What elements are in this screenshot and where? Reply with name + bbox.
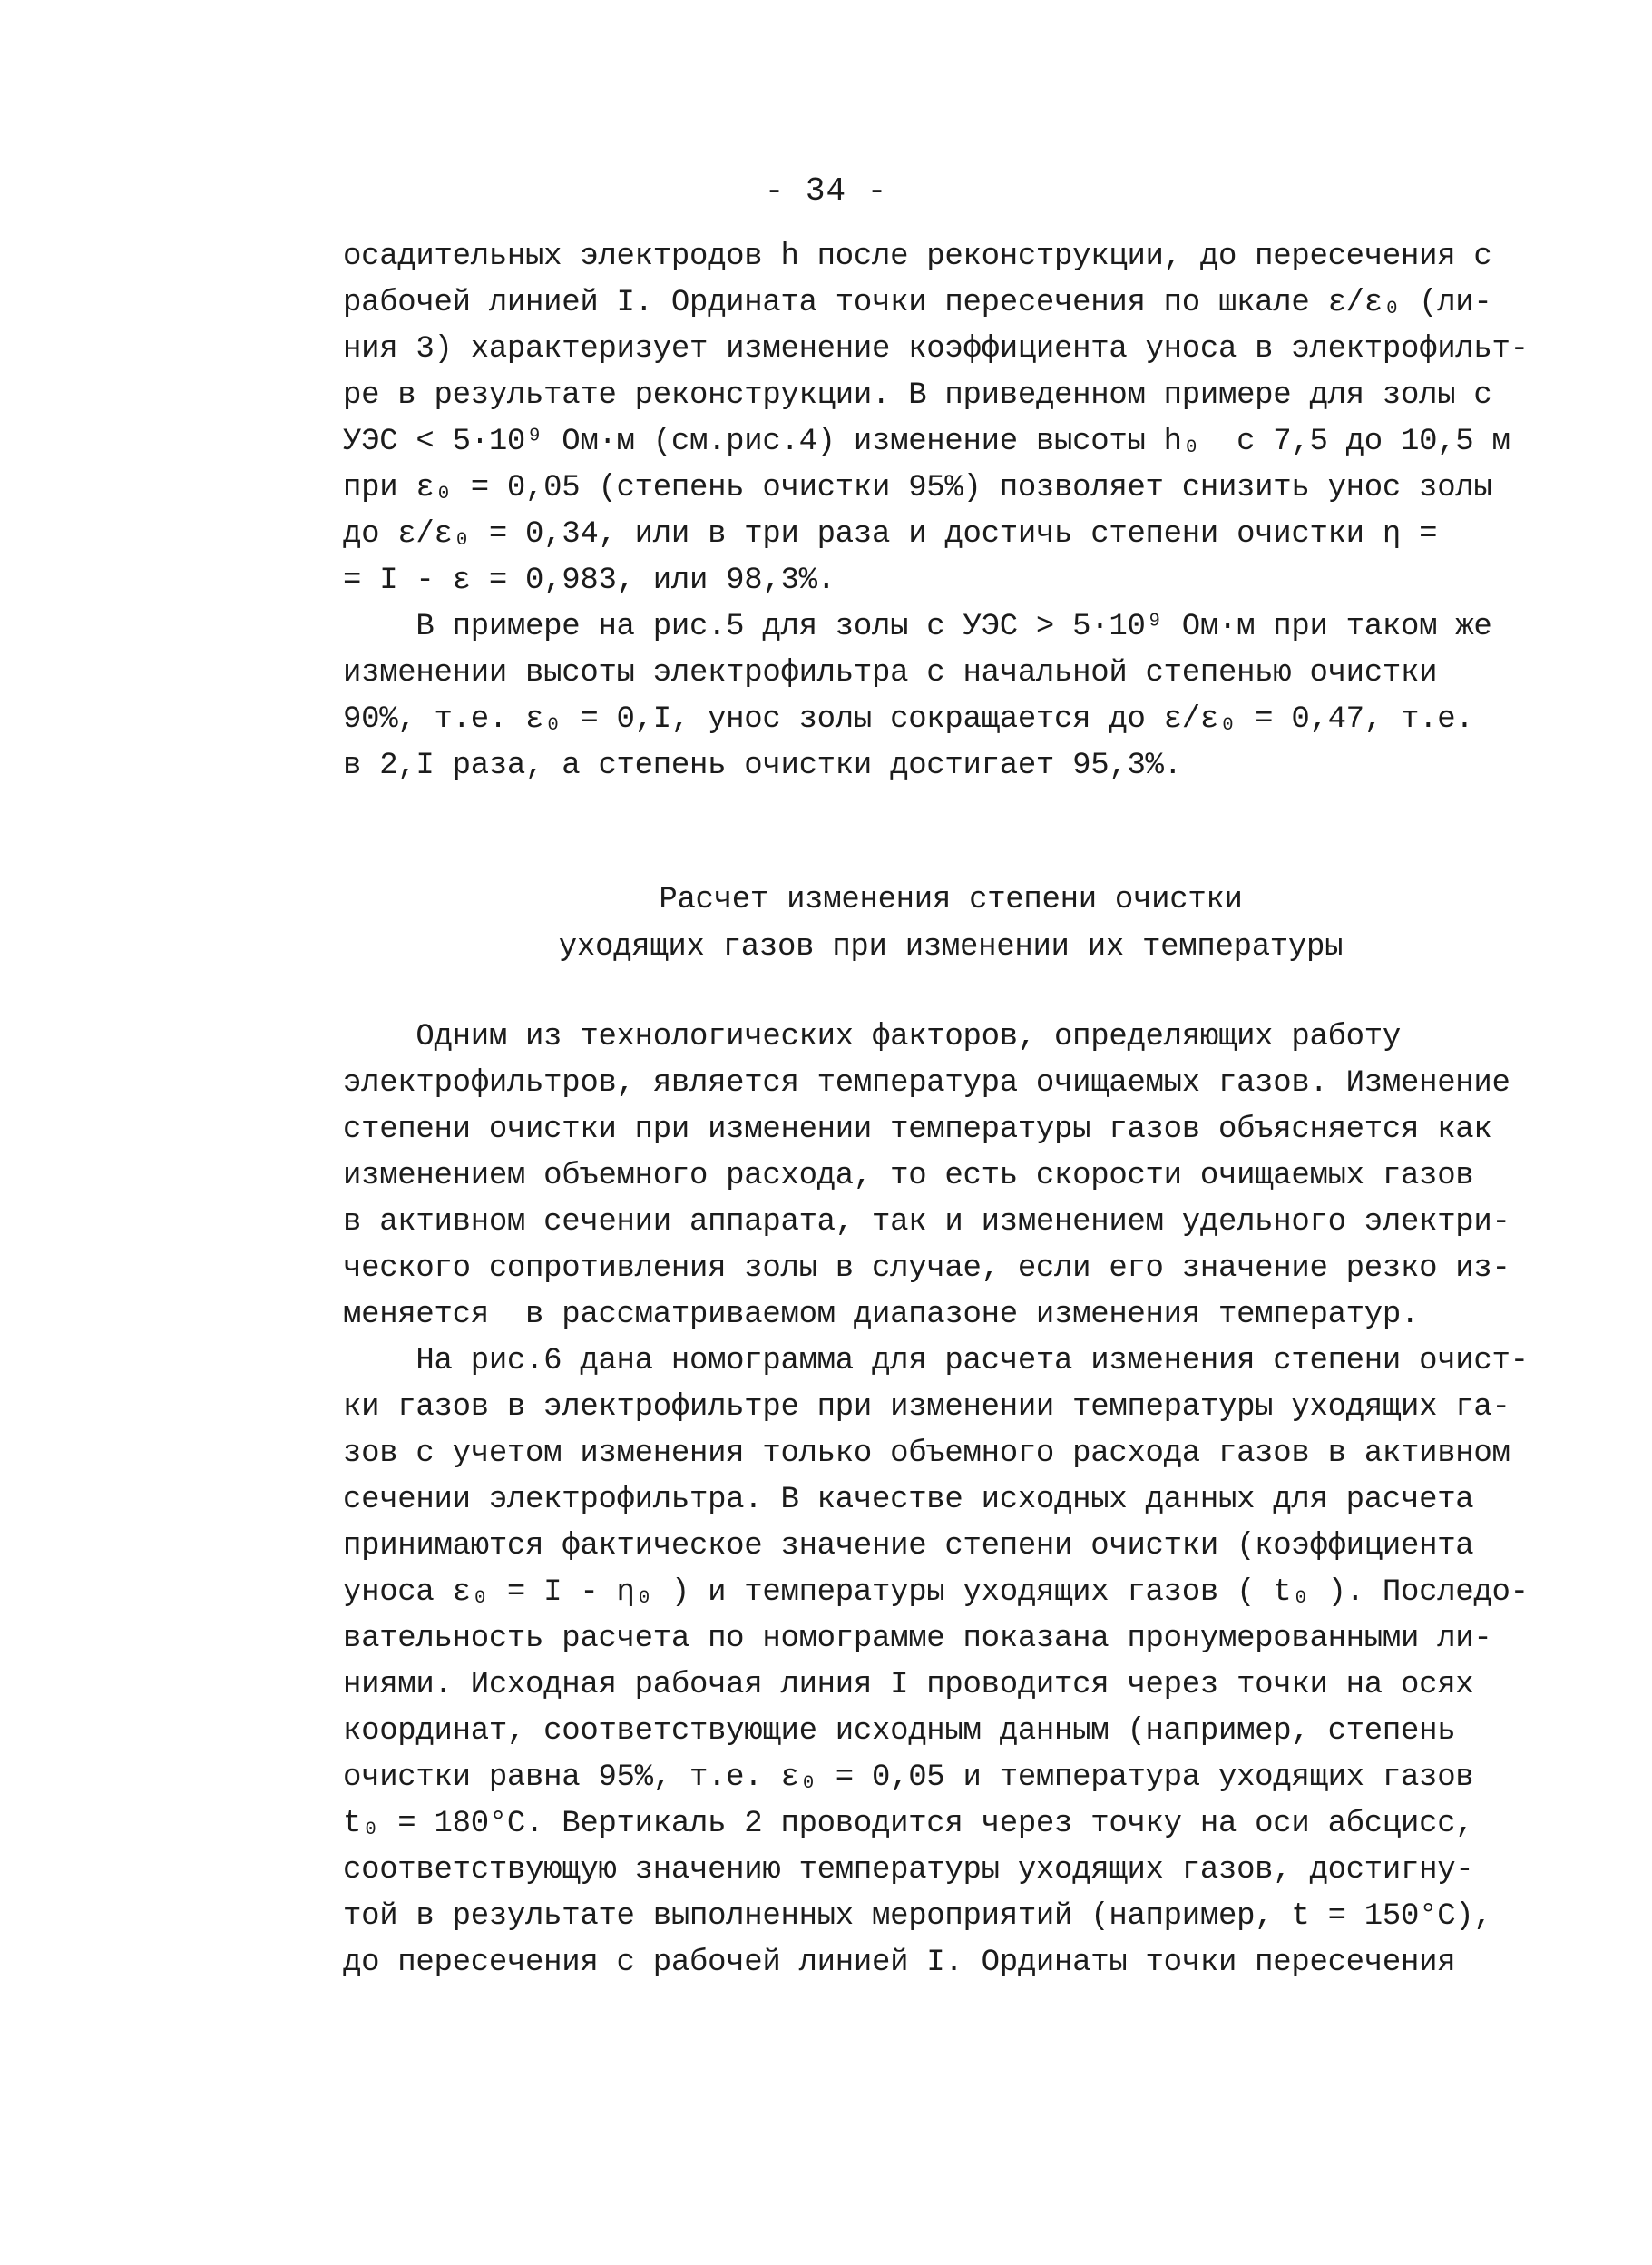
text-line: до пересечения с рабочей линией I. Ординаты точки пересечения <box>343 1946 1456 1980</box>
section-heading <box>343 877 1559 971</box>
text-line: ния 3) характеризует изменение коэффициента уноса в электрофильт- <box>343 332 1529 367</box>
paragraph-continuation <box>343 234 1559 604</box>
text-line: сечении электрофильтра. В качестве исходных данных для расчета <box>343 1483 1474 1517</box>
text-line: изменении высоты электрофильтра с начальной степенью очистки <box>343 656 1438 691</box>
text-line: ре в результате реконструкции. В приведенном примере для золы с <box>343 378 1492 413</box>
text-line: степени очистки при изменении температуры газов объясняется как <box>343 1113 1492 1147</box>
text-line: ниями. Исходная рабочая линия I проводится через точки на осях <box>343 1668 1474 1702</box>
text-line: рабочей линией I. Ордината точки пересечения по шкале ε/ε₀ (ли- <box>343 286 1492 320</box>
heading-line: Расчет изменения степени очистки <box>659 883 1243 917</box>
text-line: изменением объемного расхода, то есть скорости очищаемых газов <box>343 1159 1474 1193</box>
text-line: УЭС < 5·10⁹ Ом·м (см.рис.4) изменение высоты h₀ с 7,5 до 10,5 м <box>343 425 1510 459</box>
text-line: принимаются фактическое значение степени очистки (коэффициента <box>343 1529 1474 1564</box>
text-line: очистки равна 95%, т.е. ε₀ = 0,05 и температура уходящих газов <box>343 1760 1474 1795</box>
text-line: вательность расчета по номограмме показана пронумерованными ли- <box>343 1622 1492 1656</box>
text-line: t₀ = 180°С. Вертикаль 2 проводится через точку на оси абсцисс, <box>343 1807 1474 1841</box>
text-line: зов с учетом изменения только объемного расхода газов в активном <box>343 1436 1510 1471</box>
text-line: Одним из технологических факторов, определяющих работу <box>343 1020 1401 1054</box>
paragraph-example <box>343 604 1559 789</box>
text-line: осадительных электродов h после реконструкции, до пересечения с <box>343 240 1492 274</box>
page-number: - 34 - <box>764 172 888 210</box>
heading-line: уходящих газов при изменении их температуры <box>558 930 1344 965</box>
paragraph-nomogram <box>343 1338 1559 1986</box>
text-line: На рис.6 дана номограмма для расчета изменения степени очист- <box>343 1344 1529 1378</box>
text-line: электрофильтров, является температура очищаемых газов. Изменение <box>343 1066 1510 1101</box>
text-line: = I - ε = 0,983, или 98,3%. <box>343 564 836 598</box>
text-line: той в результате выполненных мероприятий (например, t = 150°С), <box>343 1899 1492 1934</box>
paragraph-intro <box>343 1015 1559 1338</box>
text-line: в 2,I раза, а степень очистки достигает 95,3%. <box>343 749 1182 783</box>
text-line: соответствующую значению температуры уходящих газов, достигну- <box>343 1853 1474 1888</box>
text-line: ческого сопротивления золы в случае, если его значение резко из- <box>343 1251 1510 1286</box>
text-line: меняется в рассматриваемом диапазоне изменения температур. <box>343 1298 1420 1332</box>
text-line: в активном сечении аппарата, так и изменением удельного электри- <box>343 1205 1510 1240</box>
text-line: до ε/ε₀ = 0,34, или в три раза и достичь степени очистки η = <box>343 517 1438 552</box>
text-line: В примере на рис.5 для золы с УЭС > 5·10⁹ Ом·м при таком же <box>343 610 1492 644</box>
text-line: при ε₀ = 0,05 (степень очистки 95%) позволяет снизить унос золы <box>343 471 1492 505</box>
text-line: координат, соответствующие исходным данным (например, степень <box>343 1714 1456 1749</box>
text-line: ки газов в электрофильтре при изменении температуры уходящих га- <box>343 1390 1510 1425</box>
text-line: уноса ε₀ = I - η₀ ) и температуры уходящих газов ( t₀ ). Последо- <box>343 1575 1529 1610</box>
text-line: 90%, т.е. ε₀ = 0,I, унос золы сокращается до ε/ε₀ = 0,47, т.е. <box>343 702 1474 737</box>
